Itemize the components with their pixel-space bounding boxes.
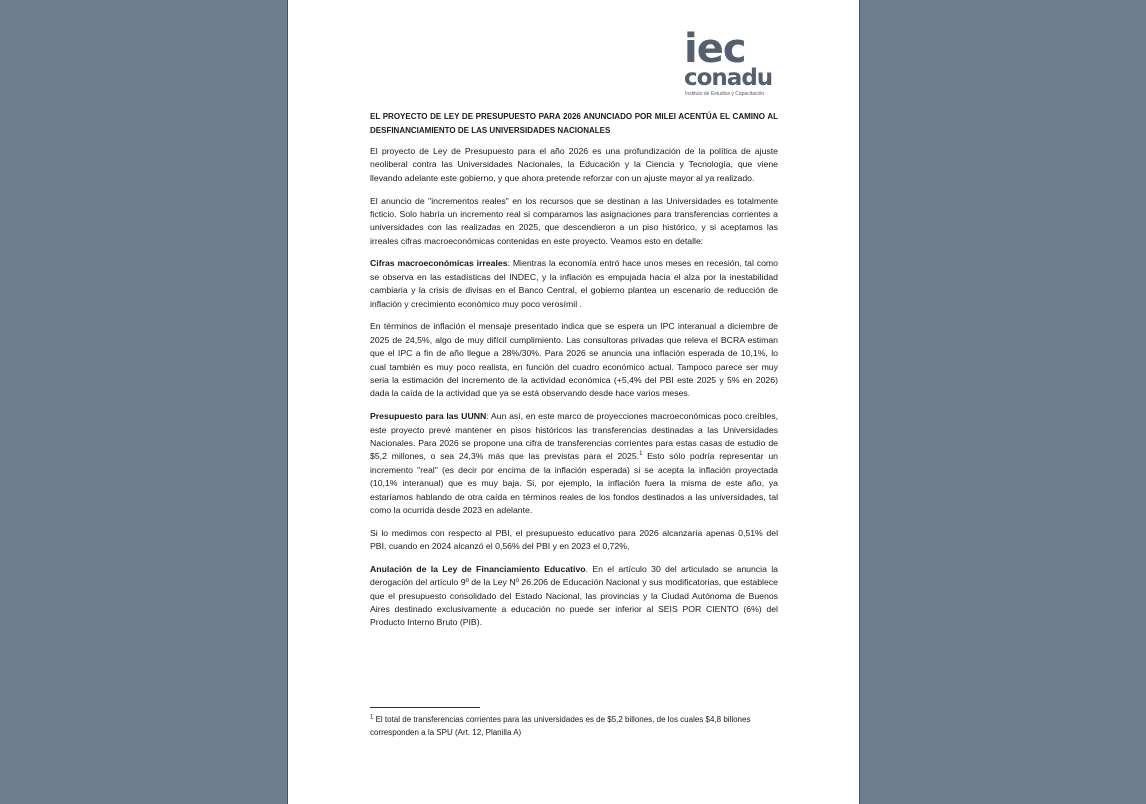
paragraph-anulacion-label: Anulación de la Ley de Financiamiento Educativo [370, 563, 586, 574]
document-page [287, 0, 860, 804]
paragraph-pbi: Si lo medimos con respecto al PBI, el presupuesto educativo para 2026 alcanzaría apenas 0,51% del PBI, cuando en 2024 alcanzó el 0,56% del PBI y en 2023 el 0,72%, [370, 527, 778, 552]
paragraph-cifras [370, 257, 778, 311]
paragraph-inflacion: En términos de inflación el mensaje presentado indica que se espera un IPC interanual a diciembre de 2025 de 24,5%, algo de muy difícil cumplimiento. Las consultoras privadas que releva el BCRA estiman que el IPC a fin de año llegue a 28%/30%. Para 2026 se anuncia una inflación esperada de 10,1%, lo cual también es muy poco realista, en función del cuadro económico actual. Tampoco parece ser muy seria la estimación del incremento de la actividad económica (+5,4% del PBI este 2025 y 5% en 2026) dada la caída de la actividad que ya se está observando desde hace varios meses. [370, 321, 778, 399]
document-title: EL PROYECTO DE LEY DE PRESUPUESTO PARA 2026 ANUNCIADO POR MILEI ACENTÚA EL CAMINO AL DESFINANCIAMIENTO DE LAS UNIVERSIDADES NACIONALES [370, 112, 778, 135]
paragraph-uunn-text-a: : Aun así, en este marco de proyecciones macroeconómicas poco creíbles, este proyecto prevé mantener en pisos históricos las transferencias destinadas a las Universidades Nacionales. Para 2026 se propone una cifra de transferencias corrientes para estas casas de estudio de $5,2 millones, o sea 24,3% más que las previstas para el 2025. [370, 411, 779, 462]
footnote-number: 1 [370, 714, 374, 721]
paragraph-anulacion [370, 563, 778, 630]
paragraph-uunn-label: Presupuesto para las UUNN [370, 411, 487, 422]
iec-conadu-logo [684, 26, 784, 102]
footnote-divider [370, 707, 480, 708]
paragraph-cifras-label: Cifras macroeconómicas irreales [370, 258, 508, 269]
logo-iec-text: iec [684, 26, 746, 72]
paragraph-intro: El proyecto de Ley de Presupuesto para el año 2026 es una profundización de la política de ajuste neoliberal contra las Universidades Nacionales, la Educación y la Ciencia y Tecnología, que viene llevando adelante este gobierno, y que ahora pretende reforzar con un ajuste mayor al ya realizado. [370, 146, 778, 183]
logo-subtitle: Instituto de Estudios y Capacitación [685, 91, 765, 97]
footnote-reference[interactable]: 1 [639, 451, 643, 458]
paragraph-anulacion-text: . En el artículo 30 del articulado se anuncia la derogación del artículo 9º de la Ley Nº 26.206 de Educación Nacional y sus modificatorias, que establece que el presupuesto consolidado del Estado Nacional, las provincias y la Ciudad Autónoma de Buenos Aires destinado exclusivamente a educación no puede ser inferior al SEIS POR CIENTO (6%) del Producto Interno Bruto (PIB). [370, 563, 778, 628]
paragraph-uunn-text-b: Esto sólo podría representar un incremento "real" (es decir por encima de la inflación esperada) si se acepta la inflación proyectada (10,1% interanual) que es muy baja. Si, por ejemplo, la inflación fuera la misma de este año, ya estaríamos hablando de otra caída en términos reales de los fondos destinados a las universidades, tal como la ocurrida desde 2023 en adelante. [370, 451, 778, 515]
paragraph-presupuesto-uunn [370, 410, 778, 517]
paragraph-cifras-text: : Mientras la economía entró hace unos meses en recesión, tal como se observa en las estadísticas del INDEC, y la inflación es empujada hacia el alza por la inestabilidad cambiaria y la crisis de divisas en el Banco Central, el gobierno plantea un escenario de reducción de inflación y crecimiento económico muy poco verosímil . [370, 258, 778, 309]
footnote [370, 713, 778, 739]
paragraph-incrementos: El anuncio de "incrementos reales" en los recursos que se destinan a las Universidades es totalmente ficticio. Solo habría un incremento real si comparamos las asignaciones para transferencias corrientes a universidades con las realizadas en 2025, que descendieron a un piso histórico, y si aceptamos las irreales cifras macroeconómicas contenidas en este proyecto. Veamos esto en detalle: [370, 195, 778, 246]
logo-conadu-text: conadu [684, 65, 773, 91]
footnote-text: El total de transferencias corrientes para las universidades es de $5,2 billones, de los cuales $4,8 billones corresponden a la SPU (Art. 12, Planilla A) [370, 715, 751, 737]
document-body [370, 110, 778, 639]
